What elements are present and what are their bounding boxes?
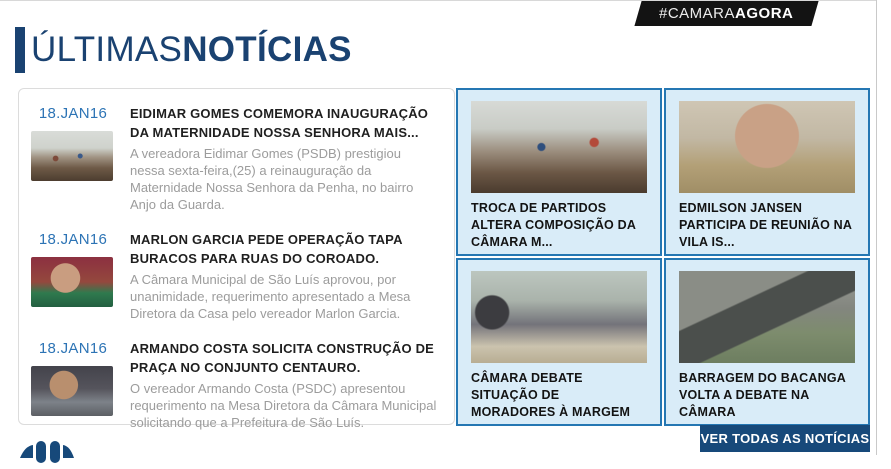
news-headline-link[interactable]: EIDIMAR GOMES COMEMORA INAUGURAÇÃO DA MATERNIDADE NOSSA SENHORA MAIS...: [130, 106, 429, 140]
featured-news-grid: [456, 88, 870, 426]
councilman-microphone-photo[interactable]: [31, 366, 113, 416]
news-text-column: [130, 337, 438, 431]
councilman-green-shirt-photo[interactable]: [31, 257, 113, 307]
plenary-session-photo: [471, 101, 647, 193]
latest-news-list-panel: [18, 88, 455, 430]
card-title[interactable]: BARRAGEM DO BACANGA VOLTA A DEBATE NA CÂMARA: [679, 371, 846, 419]
view-all-news-button[interactable]: VER TODAS AS NOTÍCIAS: [700, 425, 870, 452]
news-meta-column: [31, 228, 115, 322]
page-right-edge: [876, 0, 877, 455]
news-card[interactable]: [664, 258, 870, 426]
news-headline-link[interactable]: ARMANDO COSTA SOLICITA CONSTRUÇÃO DE PRAÇA NO CONJUNTO CENTAURO.: [130, 341, 435, 375]
page-title-bold: NOTÍCIAS: [182, 30, 352, 69]
news-summary: O vereador Armando Costa (PSDC) apresentou requerimento na Mesa Diretora da Câmara Municipal solicitando que a Prefeitura de São Luís.: [130, 381, 437, 430]
list-item[interactable]: [31, 228, 438, 322]
edmilson-jansen-portrait-photo: [679, 101, 855, 193]
list-item[interactable]: [31, 102, 438, 213]
news-meta-column: [31, 337, 115, 431]
news-card[interactable]: [456, 258, 662, 426]
news-card[interactable]: [664, 88, 870, 256]
news-card[interactable]: [456, 88, 662, 256]
council-chamber-photo[interactable]: [31, 131, 113, 181]
news-meta-column: [31, 102, 115, 213]
page-title-regular: ÚLTIMAS: [31, 30, 183, 69]
public-hearing-photo: [471, 271, 647, 363]
news-summary: A vereadora Eidimar Gomes (PSDB) prestigiou nessa sexta-feira,(25) a reinauguração da Maternidade Nossa Senhora da Penha, no bairro Anjo da Guarda.: [130, 146, 414, 212]
badge-hashtag-text: #CAMARA: [659, 5, 736, 22]
news-text-column: [130, 102, 438, 213]
list-item[interactable]: [31, 337, 438, 431]
card-title[interactable]: TROCA DE PARTIDOS ALTERA COMPOSIÇÃO DA CÂMARA M...: [471, 201, 636, 249]
title-accent-bar: [15, 27, 25, 73]
news-text-column: [130, 228, 438, 322]
news-headline-link[interactable]: MARLON GARCIA PEDE OPERAÇÃO TAPA BURACOS PARA RUAS DO COROADO.: [130, 232, 403, 266]
news-date: 18.JAN16: [38, 340, 108, 357]
news-date: 18.JAN16: [38, 231, 108, 248]
bacanga-dam-photo: [679, 271, 855, 363]
news-date: 18.JAN16: [38, 105, 108, 122]
card-title[interactable]: CÂMARA DEBATE SITUAÇÃO DE MORADORES À MARGEM: [471, 371, 631, 419]
news-summary: A Câmara Municipal de São Luís aprovou, por unanimidade, requerimento apresentado a Mesa Diretora da Casa pelo vereador Marlon Garcia.: [130, 272, 411, 321]
badge-bold-text: AGORA: [735, 5, 794, 22]
camara-agora-badge[interactable]: [634, 1, 818, 26]
section-header: [15, 27, 352, 73]
camara-agora-badge-label: [659, 5, 793, 22]
card-title[interactable]: EDMILSON JANSEN PARTICIPA DE REUNIÃO NA VILA IS...: [679, 201, 852, 249]
